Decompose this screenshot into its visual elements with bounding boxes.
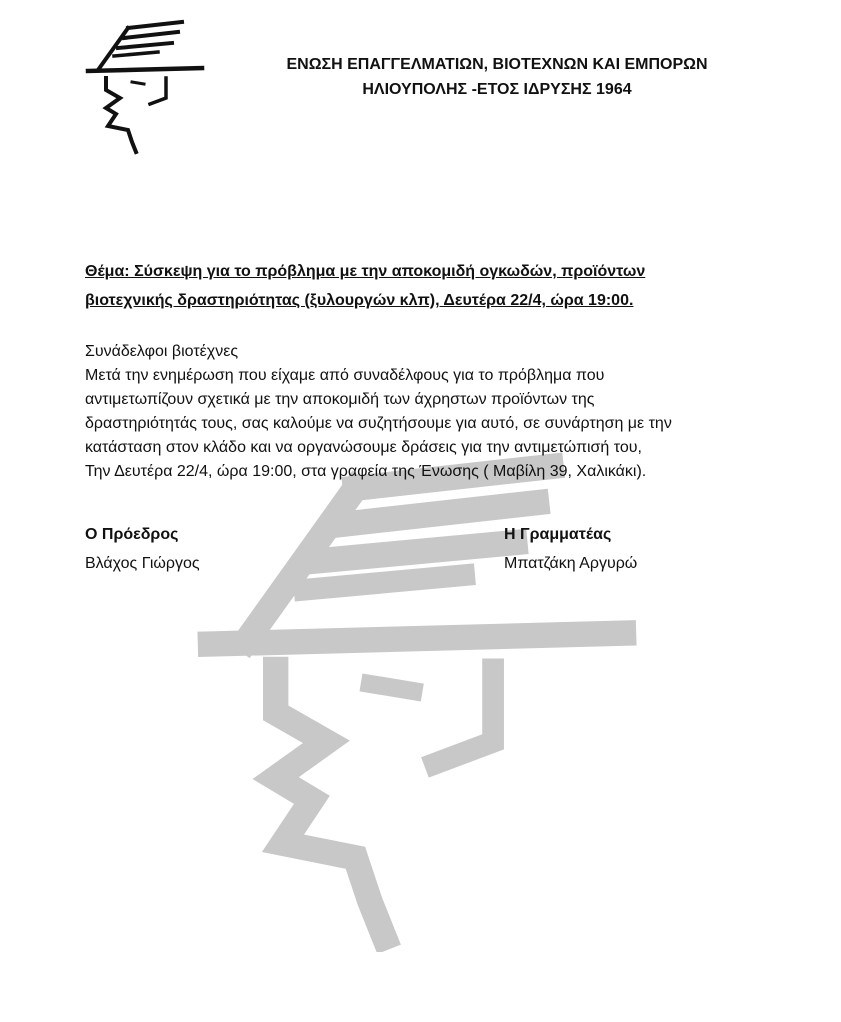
body-line: αντιμετωπίζουν σχετικά με την αποκομιδή των άχρηστων προϊόντων της xyxy=(85,391,595,408)
hermes-head-logo-icon xyxy=(84,18,206,156)
letterhead xyxy=(262,52,732,102)
subject xyxy=(85,257,775,315)
greeting: Συνάδελφοι βιοτέχνες xyxy=(85,343,239,360)
body-line: Την Δευτέρα 22/4, ώρα 19:00, στα γραφεία της Ένωσης ( Μαβίλη 39, Χαλικάκι). xyxy=(85,463,647,480)
letter-body xyxy=(85,340,785,484)
subject-line-2: βιοτεχνικής δραστηριότητας (ξυλουργών κλπ), Δευτέρα 22/4, ώρα 19:00. xyxy=(85,292,634,309)
letterhead-line-2: ΗΛΙΟΥΠΟΛΗΣ -ΕΤΟΣ ΙΔΡΥΣΗΣ 1964 xyxy=(362,81,632,98)
signature-name: Μπατζάκη Αργυρώ xyxy=(504,555,638,572)
body-line: δραστηριότητάς τους, σας καλούμε να συζητήσουμε για αυτό, σε συνάρτηση με την xyxy=(85,415,672,432)
signature-role: Ο Πρόεδρος xyxy=(85,526,179,543)
subject-line-1: Θέμα: Σύσκεψη για το πρόβλημα με την αποκομιδή ογκωδών, προϊόντων xyxy=(85,263,646,280)
letterhead-line-1: ΕΝΩΣΗ ΕΠΑΓΓΕΛΜΑΤΙΩΝ, ΒΙΟΤΕΧΝΩΝ ΚΑΙ ΕΜΠΟΡΩΝ xyxy=(286,56,708,73)
signature-role: Η Γραμματέας xyxy=(504,526,612,543)
signature-president xyxy=(85,520,200,578)
signature-secretary xyxy=(504,520,637,578)
body-line: Μετά την ενημέρωση που είχαμε από συναδέλφους για το πρόβλημα που xyxy=(85,367,605,384)
signature-name: Βλάχος Γιώργος xyxy=(85,555,200,572)
body-line: κατάσταση στον κλάδο και να οργανώσουμε δράσεις για την αντιμετώπισή του, xyxy=(85,439,642,456)
